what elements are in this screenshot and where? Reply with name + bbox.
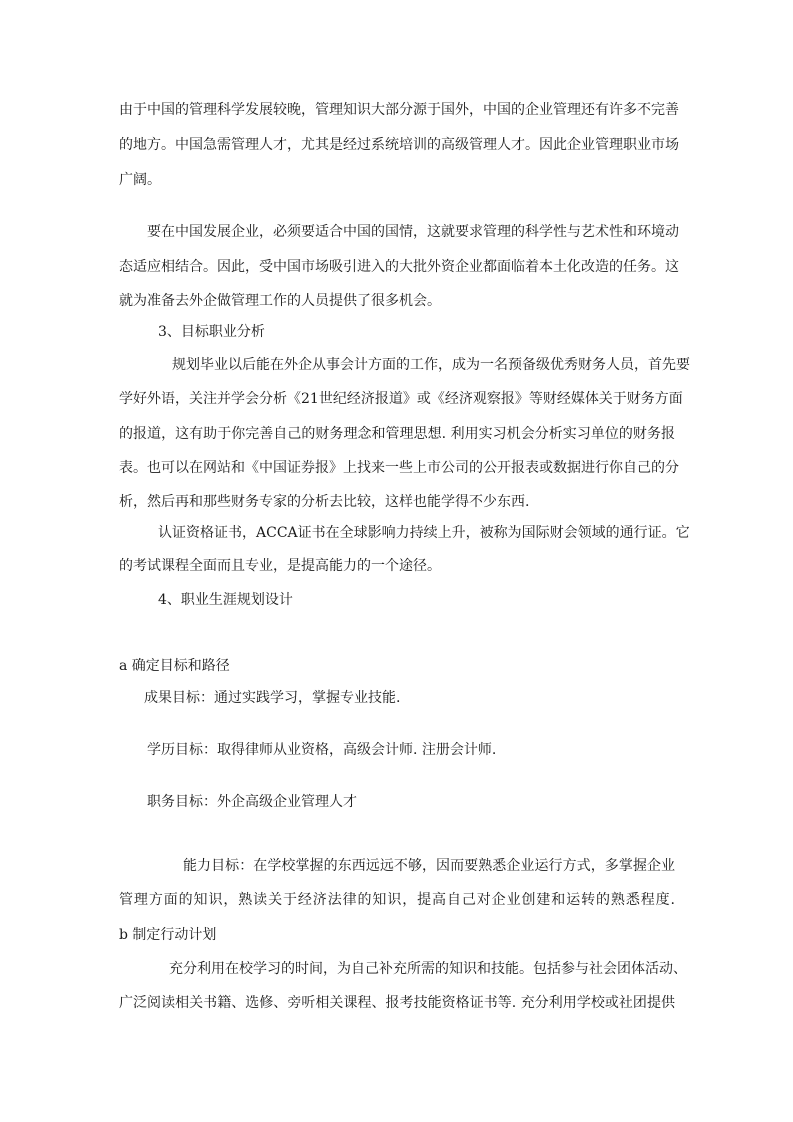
paragraph-3-line-1: 规划毕业以后能在外企从事会计方面的工作，成为一名预备级优秀财务人员，首先要 xyxy=(172,357,690,373)
paragraph-b-line-2: 广泛阅读相关书籍、选修、旁听相关课程、报考技能资格证书等. 充分利用学校或社团提供 xyxy=(119,995,675,1011)
paragraph-3-line-2: 学好外语，关注并学会分析《21世纪经济报道》或《经济观察报》等财经媒体关于财务方面 xyxy=(119,391,683,407)
paragraph-4-line-2: 的考试课程全面而且专业，是提高能力的一个途径。 xyxy=(119,558,441,574)
goal-education: 学历目标：取得律师从业资格，高级会计师. 注册会计师. xyxy=(147,742,497,758)
heading-target-career-analysis: 3、目标职业分析 xyxy=(158,324,265,340)
paragraph-1-line-1: 由于中国的管理科学发展较晚，管理知识大部分源于国外，中国的企业管理还有许多不完善 xyxy=(119,102,679,118)
paragraph-2-line-3: 就为准备去外企做管理工作的人员提供了很多机会。 xyxy=(119,293,441,309)
paragraph-4-line-1: 认证资格证书，ACCA证书在全球影响力持续上升，被称为国际财会领域的通行证。它 xyxy=(158,525,690,541)
goal-result: 成果目标：通过实践学习，掌握专业技能. xyxy=(144,690,401,706)
paragraph-2-line-1: 要在中国发展企业，必须要适合中国的国情，这就要求管理的科学性与艺术性和环境动 xyxy=(147,224,679,240)
goal-ability-line-2: 管理方面的知识，熟读关于经济法律的知识，提高自己对企业创建和运转的熟悉程度. xyxy=(119,892,675,908)
heading-career-plan-design: 4、职业生涯规划设计 xyxy=(158,592,293,608)
paragraph-2-line-2: 态适应相结合。因此，受中国市场吸引进入的大批外资企业都面临着本土化改造的任务。这 xyxy=(119,259,679,275)
section-b-heading: b 制定行动计划 xyxy=(119,927,217,943)
paragraph-3-line-3: 的报道，这有助于你完善自己的财务理念和管理思想. 利用实习机会分析实习单位的财务报 xyxy=(119,426,675,442)
paragraph-1-line-2: 的地方。中国急需管理人才，尤其是经过系统培训的高级管理人才。因此企业管理职业市场 xyxy=(119,137,679,153)
goal-ability-line-1: 能力目标：在学校掌握的东西远远不够，因而要熟悉企业运行方式，多掌握企业 xyxy=(183,858,675,874)
paragraph-1-line-3: 广阔。 xyxy=(119,172,161,188)
section-a-heading: a 确定目标和路径 xyxy=(119,658,230,674)
paragraph-3-line-5: 析，然后再和那些财务专家的分析去比较，这样也能学得不少东西. xyxy=(119,494,530,510)
paragraph-b-line-1: 充分利用在校学习的时间，为自己补充所需的知识和技能。包括参与社会团体活动、 xyxy=(169,961,687,977)
goal-position: 职务目标：外企高级企业管理人才 xyxy=(147,794,357,810)
paragraph-3-line-4: 表。也可以在网站和《中国证券报》上找来一些上市公司的公开报表或数据进行你自己的分 xyxy=(119,460,679,476)
